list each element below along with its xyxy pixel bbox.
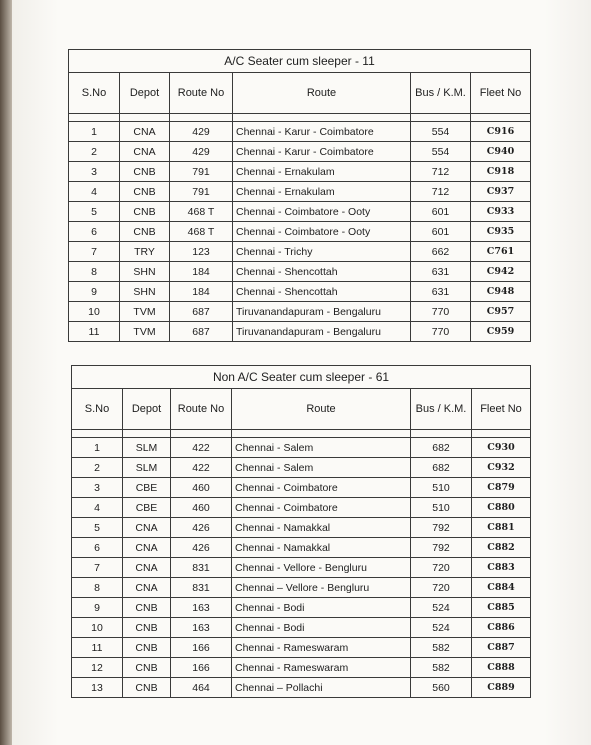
cell-route: Chennai - Bodi: [232, 598, 411, 618]
cell-route: Chennai - Coimbatore: [232, 478, 411, 498]
cell-bus-km: 582: [411, 638, 472, 658]
table-row: [72, 618, 531, 638]
cell-route-no: 791: [170, 182, 233, 202]
cell-bus-km: 662: [411, 242, 471, 262]
cell-fleet-no: C886: [472, 618, 531, 638]
header-route: Route: [233, 73, 411, 114]
cell-route-no: 422: [171, 458, 232, 478]
header-fleet-no: Fleet No: [471, 73, 531, 114]
table-row: [69, 302, 531, 322]
cell-depot: SLM: [123, 458, 171, 478]
header-fleet-no: Fleet No: [472, 389, 531, 430]
cell-bus-km: 792: [411, 538, 472, 558]
cell-depot: CNA: [123, 538, 171, 558]
cell-route-no: 184: [170, 282, 233, 302]
cell-route: Chennai – Vellore - Bengluru: [232, 578, 411, 598]
cell-route-no: 163: [171, 618, 232, 638]
header-sno: S.No: [72, 389, 123, 430]
table-row: [69, 262, 531, 282]
cell-bus-km: 510: [411, 478, 472, 498]
cell-sno: 3: [72, 478, 123, 498]
cell-fleet-no: C935: [471, 222, 531, 242]
cell-depot: CNB: [120, 202, 170, 222]
cell-route-no: 429: [170, 142, 233, 162]
cell-fleet-no: C761: [471, 242, 531, 262]
cell-bus-km: 510: [411, 498, 472, 518]
cell-route: Chennai - Namakkal: [232, 538, 411, 558]
header-depot: Depot: [123, 389, 171, 430]
cell-bus-km: 524: [411, 598, 472, 618]
cell-sno: 2: [72, 458, 123, 478]
cell-route-no: 426: [171, 538, 232, 558]
cell-fleet-no: C933: [471, 202, 531, 222]
cell-bus-km: 631: [411, 282, 471, 302]
cell-route-no: 468 T: [170, 202, 233, 222]
cell-fleet-no: C932: [472, 458, 531, 478]
cell-route: Tiruvanandapuram - Bengaluru: [233, 302, 411, 322]
table-title: A/C Seater cum sleeper - 11: [69, 50, 531, 73]
cell-fleet-no: C942: [471, 262, 531, 282]
cell-depot: CNA: [120, 122, 170, 142]
cell-bus-km: 712: [411, 182, 471, 202]
cell-route: Chennai - Rameswaram: [232, 658, 411, 678]
cell-route-no: 687: [170, 322, 233, 342]
cell-depot: TRY: [120, 242, 170, 262]
cell-route-no: 166: [171, 638, 232, 658]
cell-fleet-no: C940: [471, 142, 531, 162]
cell-sno: 6: [72, 538, 123, 558]
cell-sno: 7: [69, 242, 120, 262]
cell-sno: 4: [69, 182, 120, 202]
cell-sno: 12: [72, 658, 123, 678]
cell-depot: SHN: [120, 262, 170, 282]
table-row: [72, 658, 531, 678]
cell-route: Chennai - Coimbatore - Ooty: [233, 222, 411, 242]
header-route-no: Route No: [170, 73, 233, 114]
cell-route-no: 460: [171, 478, 232, 498]
table-row: [72, 538, 531, 558]
table-row: [72, 558, 531, 578]
cell-depot: TVM: [120, 322, 170, 342]
cell-bus-km: 554: [411, 142, 471, 162]
cell-route: Chennai - Trichy: [233, 242, 411, 262]
header-bus-km: Bus / K.M.: [411, 389, 472, 430]
cell-fleet-no: C937: [471, 182, 531, 202]
cell-route: Chennai - Salem: [232, 458, 411, 478]
cell-bus-km: 682: [411, 458, 472, 478]
table-row: [69, 242, 531, 262]
cell-route-no: 429: [170, 122, 233, 142]
cell-bus-km: 601: [411, 222, 471, 242]
table-row: [69, 162, 531, 182]
table-title: Non A/C Seater cum sleeper - 61: [72, 366, 531, 389]
table-row: [72, 478, 531, 498]
cell-bus-km: 720: [411, 558, 472, 578]
header-bus-km: Bus / K.M.: [411, 73, 471, 114]
cell-sno: 11: [69, 322, 120, 342]
cell-route-no: 166: [171, 658, 232, 678]
cell-fleet-no: C885: [472, 598, 531, 618]
table-row: [72, 638, 531, 658]
cell-bus-km: 770: [411, 302, 471, 322]
cell-depot: CNB: [120, 182, 170, 202]
table-row: [72, 598, 531, 618]
cell-fleet-no: C879: [472, 478, 531, 498]
cell-sno: 4: [72, 498, 123, 518]
cell-fleet-no: C957: [471, 302, 531, 322]
cell-depot: CNB: [123, 618, 171, 638]
table-row: [72, 438, 531, 458]
header-route-no: Route No: [171, 389, 232, 430]
cell-depot: SLM: [123, 438, 171, 458]
ac-seater-sleeper-table: [68, 49, 531, 342]
cell-sno: 3: [69, 162, 120, 182]
cell-sno: 10: [69, 302, 120, 322]
cell-route-no: 163: [171, 598, 232, 618]
cell-route-no: 422: [171, 438, 232, 458]
cell-route-no: 468 T: [170, 222, 233, 242]
cell-fleet-no: C880: [472, 498, 531, 518]
cell-route-no: 123: [170, 242, 233, 262]
table-row: [72, 518, 531, 538]
cell-bus-km: 560: [411, 678, 472, 698]
table-row: [72, 458, 531, 478]
non-ac-seater-sleeper-table: [71, 365, 531, 698]
cell-sno: 8: [72, 578, 123, 598]
cell-depot: SHN: [120, 282, 170, 302]
cell-bus-km: 682: [411, 438, 472, 458]
cell-route-no: 831: [171, 558, 232, 578]
cell-bus-km: 601: [411, 202, 471, 222]
cell-sno: 9: [69, 282, 120, 302]
cell-route-no: 687: [170, 302, 233, 322]
cell-fleet-no: C883: [472, 558, 531, 578]
cell-depot: CNB: [120, 162, 170, 182]
cell-bus-km: 524: [411, 618, 472, 638]
cell-fleet-no: C887: [472, 638, 531, 658]
cell-depot: CNB: [123, 658, 171, 678]
cell-sno: 1: [72, 438, 123, 458]
cell-sno: 9: [72, 598, 123, 618]
cell-bus-km: 582: [411, 658, 472, 678]
cell-route-no: 460: [171, 498, 232, 518]
table-row: [69, 322, 531, 342]
table-row: [69, 142, 531, 162]
cell-route: Chennai - Karur - Coimbatore: [233, 122, 411, 142]
table-row: [69, 202, 531, 222]
header-route: Route: [232, 389, 411, 430]
cell-route: Chennai – Pollachi: [232, 678, 411, 698]
cell-route: Chennai - Coimbatore: [232, 498, 411, 518]
cell-fleet-no: C959: [471, 322, 531, 342]
cell-route: Chennai - Karur - Coimbatore: [233, 142, 411, 162]
cell-route: Chennai - Namakkal: [232, 518, 411, 538]
cell-route: Tiruvanandapuram - Bengaluru: [233, 322, 411, 342]
cell-bus-km: 720: [411, 578, 472, 598]
cell-depot: CNA: [123, 578, 171, 598]
cell-fleet-no: C918: [471, 162, 531, 182]
cell-sno: 10: [72, 618, 123, 638]
table-row: [72, 678, 531, 698]
cell-fleet-no: C881: [472, 518, 531, 538]
cell-route-no: 426: [171, 518, 232, 538]
cell-depot: CBE: [123, 478, 171, 498]
cell-depot: CNA: [123, 558, 171, 578]
table-row: [72, 498, 531, 518]
table-row: [69, 282, 531, 302]
cell-sno: 7: [72, 558, 123, 578]
header-sno: S.No: [69, 73, 120, 114]
cell-route-no: 184: [170, 262, 233, 282]
cell-depot: TVM: [120, 302, 170, 322]
cell-depot: CNB: [123, 598, 171, 618]
cell-depot: CNB: [123, 678, 171, 698]
table-row: [72, 578, 531, 598]
cell-fleet-no: C889: [472, 678, 531, 698]
cell-route: Chennai - Shencottah: [233, 282, 411, 302]
cell-route: Chennai - Ernakulam: [233, 162, 411, 182]
cell-fleet-no: C882: [472, 538, 531, 558]
cell-depot: CNB: [123, 638, 171, 658]
cell-sno: 5: [72, 518, 123, 538]
cell-bus-km: 792: [411, 518, 472, 538]
cell-depot: CNA: [123, 518, 171, 538]
cell-bus-km: 554: [411, 122, 471, 142]
cell-sno: 11: [72, 638, 123, 658]
table-row: [69, 122, 531, 142]
cell-sno: 5: [69, 202, 120, 222]
table-row: [69, 222, 531, 242]
table-row: [69, 182, 531, 202]
cell-depot: CBE: [123, 498, 171, 518]
cell-bus-km: 712: [411, 162, 471, 182]
cell-sno: 6: [69, 222, 120, 242]
cell-fleet-no: C916: [471, 122, 531, 142]
cell-route: Chennai - Rameswaram: [232, 638, 411, 658]
cell-route-no: 831: [171, 578, 232, 598]
cell-bus-km: 770: [411, 322, 471, 342]
cell-route-no: 464: [171, 678, 232, 698]
cell-route: Chennai - Bodi: [232, 618, 411, 638]
header-depot: Depot: [120, 73, 170, 114]
cell-fleet-no: C930: [472, 438, 531, 458]
cell-sno: 8: [69, 262, 120, 282]
cell-sno: 13: [72, 678, 123, 698]
cell-fleet-no: C888: [472, 658, 531, 678]
cell-bus-km: 631: [411, 262, 471, 282]
cell-route: Chennai - Shencottah: [233, 262, 411, 282]
cell-depot: CNB: [120, 222, 170, 242]
cell-fleet-no: C884: [472, 578, 531, 598]
cell-depot: CNA: [120, 142, 170, 162]
cell-route: Chennai - Vellore - Bengluru: [232, 558, 411, 578]
cell-route: Chennai - Salem: [232, 438, 411, 458]
cell-route: Chennai - Ernakulam: [233, 182, 411, 202]
cell-sno: 2: [69, 142, 120, 162]
cell-fleet-no: C948: [471, 282, 531, 302]
cell-sno: 1: [69, 122, 120, 142]
cell-route: Chennai - Coimbatore - Ooty: [233, 202, 411, 222]
cell-route-no: 791: [170, 162, 233, 182]
